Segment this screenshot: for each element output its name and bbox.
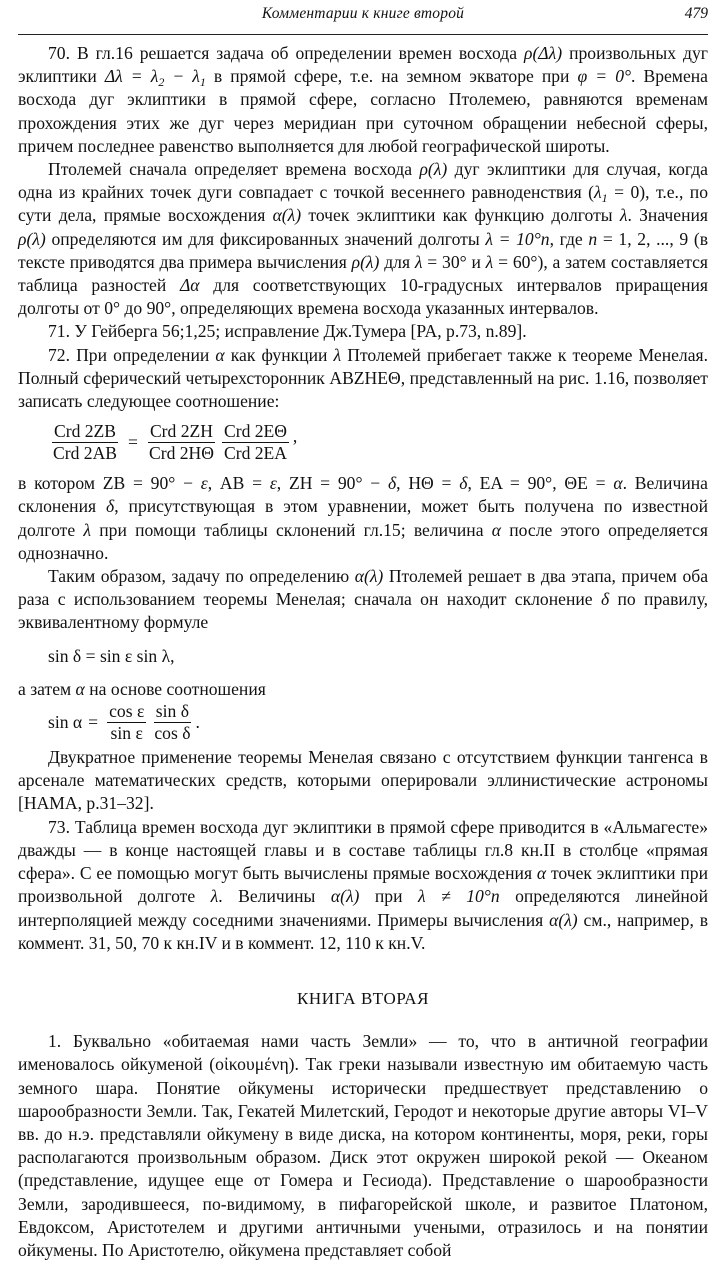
comment-71: 71. У Гейберга 56;1,25; исправление Дж.Тумера [PA, p.73, n.89]. [48, 321, 527, 342]
comment-72-paragraph-4: а затем α на основе соотношения [18, 678, 266, 699]
fraction-zh-htheta: $\frac{\text{Crd 2ZH}}{\text{Crd 2HΘ}}$ [148, 421, 214, 464]
running-head [18, 5, 708, 27]
menelaus-formula: $\frac{\text{Crd 2ZB}}{\text{Crd 2AB}}$ = $\frac{\text{Crd 2ZH}}{\text{Crd 2HΘ}}$ $\frac{\text{Crd 2EΘ}}{\text{Crd 2EA}}$ ’ [53, 421, 298, 464]
page-number: 479 [684, 5, 708, 22]
header-rule [18, 34, 708, 35]
page-body [18, 42, 708, 1262]
declination-formula: sin δ = sin ε sin λ, [48, 645, 175, 666]
running-title: Комментарии к книге второй [261, 5, 465, 22]
fraction-sin-delta-cos-delta: $\frac{\text{sin δ}}{\text{cos δ}}$ [154, 701, 191, 744]
fraction-zb-ab: $\frac{\text{Crd 2ZB}}{\text{Crd 2AB}}$ [53, 421, 118, 464]
comment-72-paragraph-3: Таким образом, задачу по определению α(λ) Птолемей решает в два этапа, причем оба раза с использованием теоремы Менелая; сначала он находит склонение δ по правилу, эквивалентному формуле [18, 566, 709, 633]
comment-72-paragraph-5: Двукратное применение теоремы Менелая связано с отсутствием функции тангенса в арсенале математических средств, которыми оперировали эллинистические астрономы [HAMA, p.31–32]. [18, 747, 708, 814]
comment-70-paragraph-2: Птолемей сначала определяет времена восхода ρ(λ) дуг эклиптики для случая, когда одна из крайних точек дуги совпадает с точкой весеннего равноденствия $(\lambda_1 = 0)$, т.е., по сути дела, прямые восхождения α(λ) точек эклиптики как функцию долготы λ. Значения ρ(λ) определяются им для фиксированных значений долготы λ = 10°n, где n = 1, 2, ..., 9 (в тексте приводятся два примера вычисления ρ(λ) для λ = 30° и λ = 60°), а затем составляется таблица разностей Δα для соответствующих 10-градусных интервалов приращения долготы от 0° до 90°, определяющих времена восхода указанных интервалов. [18, 159, 709, 319]
fraction-etheta-ea: $\frac{\text{Crd 2EΘ}}{\text{Crd 2EA}}$ [223, 421, 288, 464]
comment-72-paragraph-1: 72. При определении α как функции λ Птолемей прибегает также к теореме Менелая. Полный сферический четырехсторонник ABZHEΘ, представленный на рис. 1.16, позволяет записать следующее соотношение: [18, 344, 709, 412]
book2-comment-1: 1. Буквально «обитаемая нами часть Земли» — то, что в античной географии именовалось ойкуменой (οἰκουμένη). Так греки называли известную им обитаемую часть земного шара. Понятие ойкумены исторически предшествует представлению о шарообразности Земли. Так, Гекатей Милетский, Геродот и некоторые другие авторы VI–V вв. до н.э. представляли ойкумену в виде диска, на котором континенты, моря, реки, горы располагаются произвольным образом. Диск этот окружен широкой рекой — Океаном (представление, идущее еще от Гомера и Гесиода). Представление о шарообразности Земли, зародившееся, по-видимому, в пифагорейской школе, и развитое Платоном, Евдоксом, Аристотелем и другими античными учеными, отразилось и на понятии ойкумены. По Аристотелю, ойкумена представляет собой [18, 1031, 708, 1260]
right-ascension-formula: sin α = $\frac{\text{cos ε}}{\text{sin ε}}$ $\frac{\text{sin δ}}{\text{cos δ}}$ . [48, 701, 200, 744]
section-heading: КНИГА ВТОРАЯ [296, 988, 430, 1008]
comment-70-paragraph-1: 70. В гл.16 решается задача об определении времен восхода ρ(Δλ) произвольных дуг эклиптики $\Delta\lambda = \lambda_2 - \lambda_1$ в прямой сфере, т.е. на земном экваторе при φ = 0°. Времена восхода дуг эклиптики в прямой сфере, согласно Птолемею, равняются временам прохождения этих же дуг через меридиан при суточном обращении небесной сферы, причем последнее равенство выполняется для любой географической широты. [18, 43, 708, 156]
comment-73: 73. Таблица времен восхода дуг эклиптики в прямой сфере приводится в «Альмагесте» дважды — в конце настоящей главы и в составе таблицы гл.8 кн.II в столбце «прямая сфера». С ее помощью могут быть вычислены прямые восхождения α точек эклиптики при произвольной долготе λ. Величины α(λ) при λ ≠ 10°n определяются линейной интерполяцией между соседними значениями. Примеры вычисления α(λ) см., например, в коммент. 31, 50, 70 к кн.IV и в коммент. 12, 110 к кн.V. [18, 816, 709, 953]
fraction-cos-eps-sin-eps: $\frac{\text{cos ε}}{\text{sin ε}}$ [109, 701, 145, 744]
comment-72-paragraph-2: в котором ZB = 90° − ε, AB = ε, ZH = 90° − δ, HΘ = δ, EA = 90°, ΘE = α. Величина склонения δ, присутствующая в этом уравнении, может быть получена по известной долготе λ при помощи таблицы склонений гл.15; величина α после этого определяется однозначно. [18, 473, 708, 563]
